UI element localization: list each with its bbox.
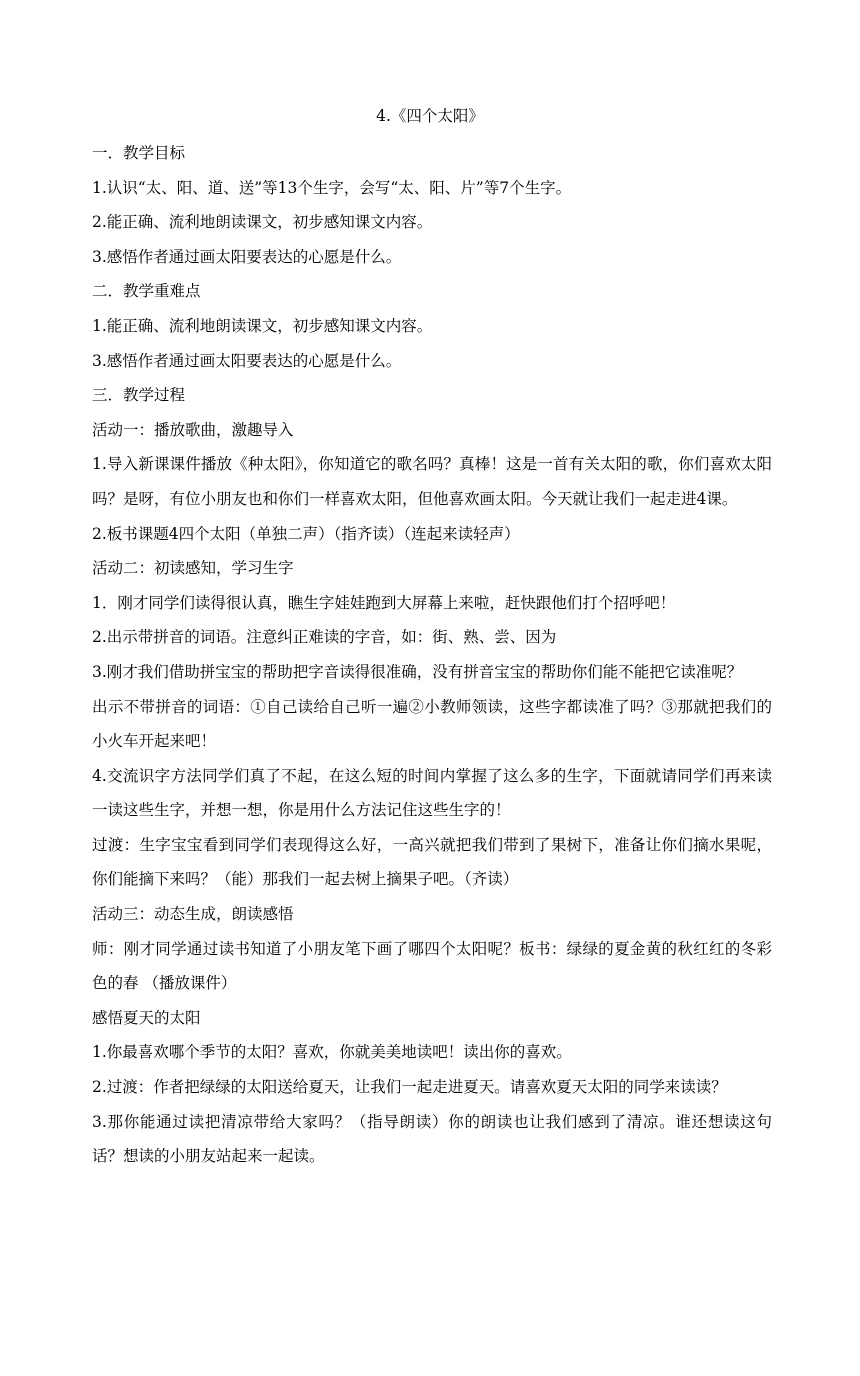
section-heading-process: 三．教学过程 — [92, 386, 186, 405]
paragraph: 3.感悟作者通过画太阳要表达的心愿是什么。 — [92, 247, 402, 266]
activity-heading: 活动三：动态生成，朗读感悟 — [92, 905, 294, 924]
paragraph: 1．刚才同学们读得很认真，瞧生字娃娃跑到大屏幕上来啦，赶快跟他们打个招呼吧！ — [92, 593, 676, 612]
paragraph: 2.过渡：作者把绿绿的太阳送给夏天，让我们一起走进夏天。请喜欢夏天太阳的同学来读读？ — [92, 1078, 727, 1097]
section-heading-key-points: 二．教学重难点 — [92, 282, 201, 301]
paragraph: 过渡：生字宝宝看到同学们表现得这么好，一高兴就把我们带到了果树下，准备让你们摘水果呢，你们能摘下来吗？（能）那我们一起去树上摘果子吧。（齐读） — [92, 835, 772, 889]
paragraph: 1.能正确、流利地朗读课文，初步感知课文内容。 — [92, 316, 433, 335]
paragraph: 4.交流识字方法同学们真了不起，在这么短的时间内掌握了这么多的生字，下面就请同学们再来读一读这些生字，并想一想，你是用什么方法记住这些生字的！ — [92, 766, 772, 820]
activity-heading: 活动一：播放歌曲，激趣导入 — [92, 420, 294, 439]
paragraph: 2.能正确、流利地朗读课文，初步感知课文内容。 — [92, 213, 433, 232]
paragraph: 1.导入新课课件播放《种太阳》，你知道它的歌名吗？真棒！这是一首有关太阳的歌，你们喜欢太阳吗？是呀，有位小朋友也和你们一样喜欢太阳，但他喜欢画太阳。今天就让我们一起走进4课。 — [92, 455, 772, 508]
paragraph: 出示不带拼音的词语：①自己读给自己听一遍②小教师领读，这些字都读准了吗？③那就把我们的小火车开起来吧！ — [92, 697, 772, 751]
paragraph: 2.出示带拼音的词语。注意纠正难读的字音，如：街、熟、尝、因为 — [92, 628, 557, 647]
paragraph: 师：刚才同学通过读书知道了小朋友笔下画了哪四个太阳呢？板书：绿绿的夏金黄的秋红红的冬彩色的春 （播放课件） — [92, 939, 772, 993]
section-heading-goals: 一．教学目标 — [92, 144, 186, 162]
activity-heading: 活动二：初读感知，学习生字 — [92, 559, 294, 578]
document-body — [92, 136, 772, 1174]
paragraph: 1.你最喜欢哪个季节的太阳？喜欢，你就美美地读吧！读出你的喜欢。 — [92, 1043, 572, 1062]
paragraph: 2.板书课题4四个太阳（单独二声）（指齐读）（连起来读轻声） — [92, 524, 520, 543]
paragraph: 3.那你能通过读把清凉带给大家吗？（指导朗读）你的朗读也让我们感到了清凉。谁还想读这句话？想读的小朋友站起来一起读。 — [92, 1112, 772, 1166]
subsection-heading: 感悟夏天的太阳 — [92, 1008, 201, 1027]
paragraph: 3.刚才我们借助拼宝宝的帮助把字音读得很准确，没有拼音宝宝的帮助你们能不能把它读准呢？ — [92, 662, 743, 681]
paragraph: 3.感悟作者通过画太阳要表达的心愿是什么。 — [92, 351, 402, 370]
paragraph: 1.认识“太、阳、道、送”等13个生字，会写“太、阳、片”等7个生字。 — [92, 178, 572, 197]
document-title: 4.《四个太阳》 — [376, 107, 484, 125]
